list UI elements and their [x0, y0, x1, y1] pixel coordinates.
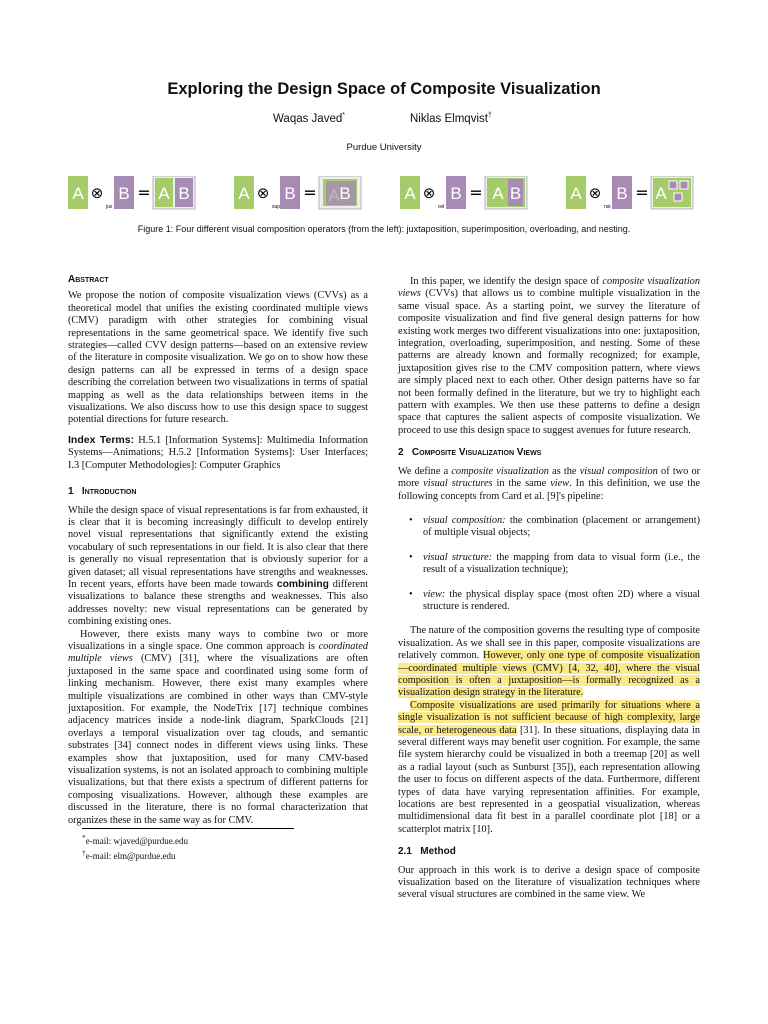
footnote-mark: *: [82, 833, 86, 842]
section-title: Composite Visualization Views: [411, 447, 542, 459]
list-item: [398, 552, 700, 577]
author-name: Waqas Javed: [273, 112, 343, 125]
label-b: B: [509, 184, 522, 203]
label-a: A: [72, 184, 84, 203]
text-run: In this paper, we identify the design space of: [410, 276, 600, 287]
equals-sign: =: [635, 183, 649, 202]
label-a: A: [158, 184, 170, 203]
equals-sign: =: [137, 183, 151, 202]
list-term: visual composition:: [423, 514, 506, 526]
label-b: B: [118, 184, 130, 203]
left-column: [68, 274, 368, 827]
operator-subscript: sup: [272, 204, 281, 210]
highlight: Composite visualizations are used primarily for situations where a single visualization is not sufficient because of high complexity, large scale, or heterogeneous data: [398, 699, 700, 736]
operator-juxtaposition: [68, 176, 195, 210]
text-run: The nature of the composition governs the resulting type of composite visualization. As we shall see in this paper, composite visualizations are relatively common.: [398, 625, 700, 662]
figure-caption: Figure 1: Four different visual composition operators (from the left): juxtaposition, superimposition, overloading, and nesting.: [137, 224, 631, 234]
index-terms: [68, 434, 368, 472]
label-b: B: [616, 184, 628, 203]
abstract-text: We propose the notion of composite visualization views (CVVs) as a theoretical model that unifies the existing coordinated multiple views (CMV) paradigm with other strategies for combining visual representations in the same geometrical space. We identify five such strategies—called CVV design patterns—based on an extensive review of the literature in composite visualization. We go on to show how these design patterns can all be expressed in terms of a design space describing the correlation between two visualizations in terms of spatial mapping as well as the data relationships between items in the visualizations. We also discuss how to use this design space to suggest potential directions for future research.: [68, 290, 368, 426]
author-elmqvist: [410, 112, 492, 125]
list-term: visual structure:: [423, 551, 493, 563]
operator-subscript: jux: [106, 204, 113, 210]
otimes-symbol: ⊗: [422, 184, 436, 202]
text-run: of two or more: [398, 465, 701, 490]
index-terms-text: H.5.1 [Information Systems]: Multimedia Information Systems—Animations; H.5.2 [Information Systems]: User Interfaces; I.3 [Computer Methodologies]: Computer Graphics: [68, 434, 368, 471]
section-number: 1: [68, 486, 74, 498]
list-text: the mapping from data to visual form (i.e., the result of a visualization technique);: [423, 551, 701, 576]
author-mark: †: [487, 112, 492, 119]
label-b: B: [450, 184, 462, 203]
emphasis-italic: visual composition: [579, 465, 658, 477]
footnote-rule: [82, 828, 294, 829]
label-b: B: [339, 184, 351, 203]
text-run: [31]. In these situations, displaying data in several different ways may benefit user cognition. For example, the same file system hierarchy could be visualized in both a treemap [20] as well as a radial layout (such as Sunburst [35]), each representation allowing the user to focus on different aspects of the data. Furthermore, different types of data have varying representation affinities. For example, locations are best represented in a geospatial visualization, whereas multidimensional data fit best in a parallel coordinate plot [18] or a scatterplot matrix [10].: [398, 724, 700, 835]
author-javed: [273, 112, 345, 125]
nested-box-b: [669, 181, 677, 189]
footnote-text: e-mail: elm@purdue.edu: [85, 851, 176, 861]
text-run: different visualizations to balance these strengths and weaknesses. This also addresses novelty: new visual representations can be generated by combining existing ones.: [68, 578, 368, 628]
emphasis-italic: composite visualization: [451, 465, 549, 477]
section-number: 2.1: [398, 846, 412, 858]
list-term: view:: [423, 588, 446, 600]
label-a: A: [655, 184, 667, 203]
index-terms-label: Index Terms:: [68, 433, 135, 446]
footnote-2: [82, 847, 342, 862]
list-item: [398, 589, 700, 614]
affiliation: Purdue University: [346, 142, 422, 153]
abstract-heading: Abstract: [68, 274, 109, 285]
intro-paragraph-1: [68, 505, 368, 629]
intro-paragraph-3: [398, 276, 700, 437]
emphasis-bold: combining: [276, 578, 329, 590]
emphasis-italic: view: [550, 478, 570, 490]
definition-paragraph: [398, 466, 700, 503]
otimes-symbol: ⊗: [256, 184, 270, 202]
equals-sign: =: [469, 183, 483, 202]
highlight: However, only one type of composite visualization—coordinated multiple views (CMV) [4, 32, 40], where the visual composition is often a juxtaposition—is formally recognized as a visualization design strategy in the literature.: [398, 650, 701, 699]
list-text: the physical display space (most often 2D) where a visual structure is rendered.: [423, 588, 700, 612]
text-run: While the design space of visual representations is far from exhausted, it is clear that it is becoming increasingly difficult to develop entirely novel visual representations that significantly extend the existing vocabulary of such representations in our field. It is also clear that there is generally no visual representation that is obviously superior for a given dataset; all visual representations have strengths and weaknesses. In recent years, efforts have been made towards: [68, 504, 368, 590]
label-a: A: [570, 184, 582, 203]
list-item: [398, 515, 700, 540]
operator-superimposition: [234, 176, 361, 210]
footnote-mark: †: [82, 848, 86, 857]
text-run: in the same: [496, 478, 547, 490]
method-paragraph: Our approach in this work is to derive a design space of composite visualization based on the literature of visualization techniques where several visual structures are combined in the same view. We: [398, 864, 700, 901]
label-b: B: [284, 184, 296, 203]
label-b: B: [178, 184, 190, 203]
operator-nesting: [566, 176, 693, 210]
label-a: A: [238, 184, 250, 203]
otimes-symbol: ⊗: [588, 184, 602, 202]
text-run: as the: [552, 465, 577, 477]
label-a: A: [404, 184, 416, 203]
emphasis-italic: visual structures: [423, 478, 493, 490]
label-a: A: [492, 184, 504, 203]
equals-sign: =: [303, 183, 317, 202]
usage-paragraph: [398, 700, 700, 836]
paper-title: Exploring the Design Space of Composite Visualization: [167, 80, 601, 98]
nested-box-b: [674, 193, 682, 201]
nested-box-b: [680, 181, 688, 189]
text-run: (CVVs) that allows us to combine multiple visualization in the same visual space. As a starting point, we survey the literature of composite visualization and find five general design patterns for how existing work merges two different visualizations into one: juxtaposition, integration, overloading, superimposition, and nesting. Some of these patterns are already known and formally recognized; for example, juxtaposition gives rise to the CMV composition pattern, where views are simply placed next to each other. Other design patterns have so far not been formally defined in the literature, but we try to highlight each pattern with examples. We then use these patterns to define a design space that captures the salient aspects of composite visualization. We proceed to use this design space to suggest avenues for future research.: [398, 288, 700, 436]
operator-subscript: nst: [604, 204, 611, 210]
concept-list: [398, 515, 700, 613]
section-title: Method: [420, 846, 456, 858]
text-run: . In this definition, we use the following concepts from Card et al. [9]'s pipeline:: [398, 478, 700, 502]
section-number: 2: [398, 447, 404, 459]
list-text: the combination (placement or arrangement) of multiple visual objects;: [423, 514, 700, 539]
text-run: However, there exists many ways to combine two or more visualizations in a single space. One common approach is: [68, 628, 368, 652]
author-name: Niklas Elmqvist: [410, 112, 488, 125]
text-run: We define a: [398, 465, 449, 477]
footnotes: [82, 832, 342, 862]
emphasis-italic: coordinated multiple views: [68, 640, 368, 665]
operator-overloading: [400, 176, 527, 210]
section-1-heading: [68, 486, 368, 498]
teaser-figure: [68, 176, 700, 212]
text-run: (CMV) [31], where the visualizations are often juxtaposed in the same space and coordinated using some form of linking mechanism. However, there exist many examples where multiple visualizations are combined in other ways than CMV-style juxtaposition. For example, the NodeTrix [17] technique combines adjacency matrices inside a node-link diagram, SparkClouds [21] overlays a temporal visualization over tag clouds, and semantic substrates [34] connect nodes in different views using links. These examples show that juxtaposition, used for many CMV-based visualization systems, is not an isolated approach to combining multiple visualizations, but that there exists a spectrum of different patterns for composing visualizations. However, although these examples are discussed in the literature, there is no formal characterization that organizes these in the same way as for CMV.: [68, 653, 368, 826]
footnote-text: e-mail: wjaved@purdue.edu: [85, 836, 189, 846]
section-2-heading: [398, 447, 700, 459]
right-column: [398, 276, 700, 902]
section-2-1-heading: [398, 846, 700, 858]
operator-subscript: ovl: [438, 204, 445, 210]
label-a: A: [328, 186, 340, 205]
emphasis-italic: composite visualization views: [398, 276, 700, 300]
composition-paragraph: [398, 625, 700, 699]
author-mark: *: [342, 112, 345, 119]
footnote-1: [82, 832, 342, 847]
otimes-symbol: ⊗: [90, 184, 104, 202]
intro-paragraph-2: [68, 629, 368, 828]
section-title: Introduction: [81, 486, 137, 498]
